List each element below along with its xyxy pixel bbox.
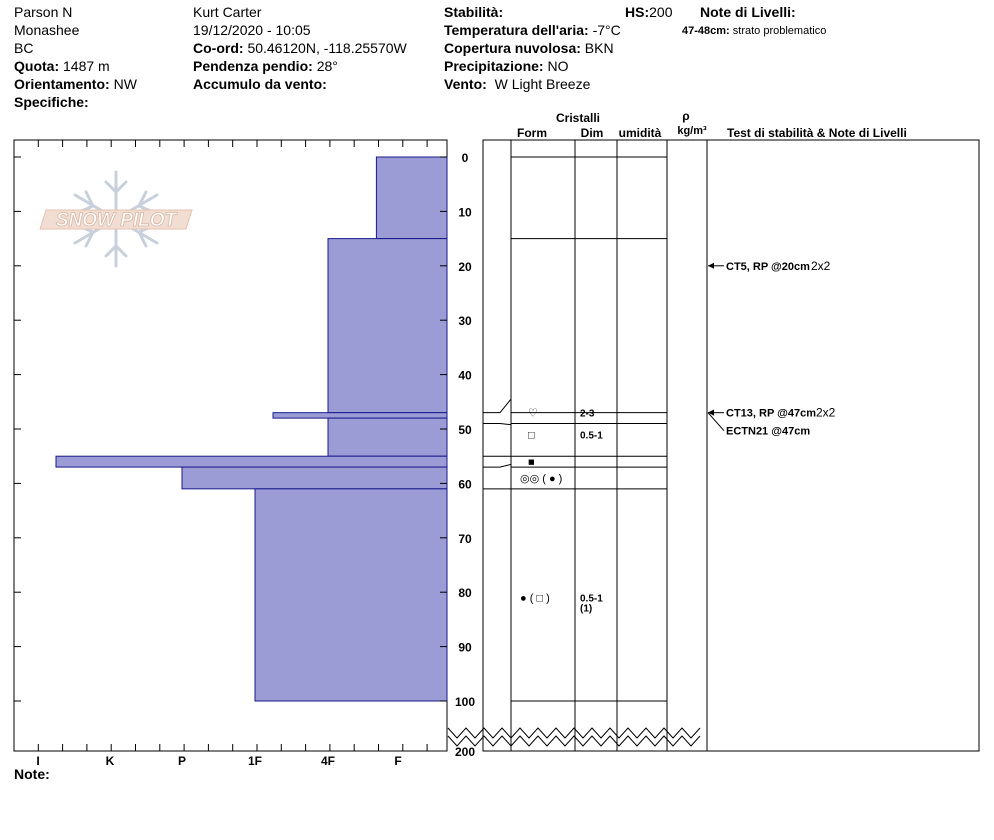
hardness-bar <box>255 489 447 701</box>
hardness-bar <box>273 413 447 418</box>
col-header-density-unit: kg/m³ <box>677 125 707 137</box>
test-arrow <box>708 413 724 431</box>
test-text: CT13, RP @47cm <box>726 407 817 420</box>
test-text: CT5, RP @20cm <box>726 260 810 273</box>
hardness-bar <box>376 157 447 239</box>
note-livelli-label: Note di Livelli: <box>700 4 796 20</box>
copertura-value: BKN <box>584 40 614 56</box>
depth-label: 90 <box>458 640 472 655</box>
depth-label: 100 <box>454 695 476 709</box>
accumulo-label: Accumulo da vento: <box>193 76 327 92</box>
pendenza-value: 28° <box>316 58 338 74</box>
observer-name: Kurt Carter <box>193 4 262 20</box>
precip-label: Precipitazione: <box>444 58 544 74</box>
crystal-dim: 0.5-1 <box>580 593 603 605</box>
depth-label: 10 <box>458 205 472 220</box>
observation-datetime: 19/12/2020 - 10:05 <box>193 22 311 38</box>
crystal-form: ♡ <box>528 407 538 420</box>
crystal-form: ■ <box>528 456 535 469</box>
depth-label: 0 <box>461 151 469 165</box>
hardness-label: I <box>36 754 40 768</box>
crystal-entries <box>520 408 603 615</box>
layers-table-frame <box>483 140 979 751</box>
stability-tests <box>708 259 836 438</box>
copertura-label: Copertura nuvolosa: <box>444 40 581 56</box>
depth-label: 50 <box>458 423 472 437</box>
hardness-bar <box>56 456 447 467</box>
note-livelli-depth: 47-48cm: <box>682 25 730 37</box>
crystal-form: ◎◎ ( ● ) <box>520 472 563 485</box>
test-size: 2x2 <box>811 258 831 273</box>
crystal-dim-secondary: (1) <box>580 603 593 615</box>
depth-label: 70 <box>458 531 472 546</box>
hardness-bar <box>328 239 447 413</box>
quota-label: Quota: <box>14 58 60 74</box>
depth-label: 80 <box>458 586 472 601</box>
layer-connector <box>483 424 511 425</box>
vento-value: W Light Breeze <box>494 76 591 92</box>
coord-label: Co-ord: <box>193 40 244 56</box>
orientamento-value: NW <box>113 76 137 92</box>
layers-table-lines <box>448 140 707 751</box>
hs-label: HS: <box>625 4 650 20</box>
location-name: Parson N <box>14 4 73 20</box>
col-header-rho: ρ <box>682 109 690 123</box>
layer-connector <box>483 464 511 467</box>
crystal-dim: 2-3 <box>580 408 595 420</box>
temp-label: Temperatura dell'aria: <box>444 22 589 38</box>
hardness-label: K <box>105 754 115 768</box>
orientamento-label: Orientamento: <box>14 76 110 92</box>
vento-label: Vento: <box>444 76 487 92</box>
crystal-dim: 0.5-1 <box>580 430 603 442</box>
snowpilot-logo <box>40 172 192 266</box>
hardness-label: 4F <box>320 754 336 768</box>
hardness-label: P <box>177 754 187 768</box>
precip-value: NO <box>547 58 569 74</box>
hardness-bar <box>182 467 447 489</box>
note-label: Note: <box>14 766 50 782</box>
depth-label: 60 <box>458 477 472 492</box>
hardness-bar <box>328 418 447 456</box>
pendenza-label: Pendenza pendio: <box>193 58 313 74</box>
layer-connector <box>483 399 511 413</box>
logo-text: SNOW PILOT <box>55 210 177 231</box>
col-header-dim: Dim <box>580 126 604 140</box>
quota-value: 1487 m <box>63 58 110 74</box>
temp-value: -7°C <box>592 22 621 38</box>
location-range: Monashee <box>14 22 80 38</box>
test-arrow-head <box>708 263 714 269</box>
test-text: ECTN21 @47cm <box>726 425 811 438</box>
depth-break-zigzag <box>448 736 700 746</box>
depth-label: 20 <box>458 259 472 274</box>
crystal-form: ● ( □ ) <box>520 592 550 605</box>
hardness-label: 1F <box>247 754 263 768</box>
depth-label: 40 <box>458 368 472 383</box>
hs-value: 200 <box>649 4 673 20</box>
depth-label: 30 <box>458 314 472 329</box>
crystal-form: □ <box>528 429 535 442</box>
col-header-tests: Test di stabilità & Note di Livelli <box>727 126 907 140</box>
test-size: 2x2 <box>816 405 836 420</box>
col-header-umidita: umidità <box>618 126 662 140</box>
specifiche-label: Specifiche: <box>14 94 89 110</box>
coord-value: 50.46120N, -118.25570W <box>247 40 407 56</box>
col-header-cristalli: Cristalli <box>555 111 601 125</box>
test-arrow-head <box>708 410 714 416</box>
hardness-label: F <box>394 754 402 768</box>
col-header-form: Form <box>517 126 547 140</box>
note-livelli-text: strato problematico <box>732 25 827 37</box>
location-province: BC <box>14 40 34 56</box>
stabilita-label: Stabilità: <box>444 4 504 20</box>
depth-label: 200 <box>454 745 476 759</box>
